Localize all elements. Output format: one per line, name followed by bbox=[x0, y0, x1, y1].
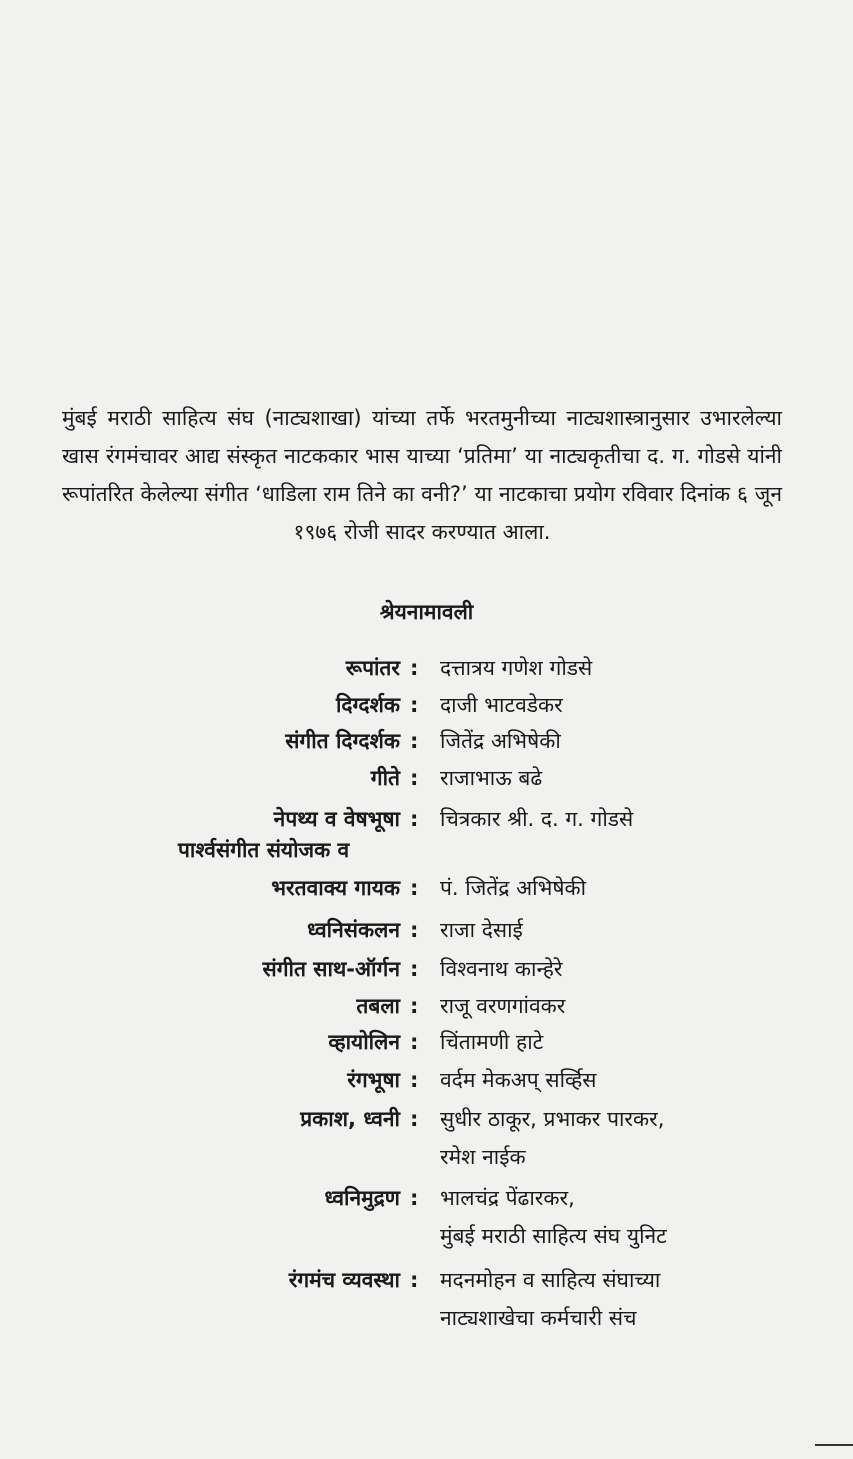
credit-separator: : bbox=[410, 1068, 419, 1092]
credit-role: दिग्दर्शक bbox=[335, 693, 400, 717]
credit-name: राजाभाऊ बढे bbox=[440, 766, 543, 790]
credit-separator: : bbox=[410, 957, 419, 981]
credit-role: भरतवाक्य गायक bbox=[271, 876, 400, 900]
credit-role: प्रकाश, ध्वनी bbox=[300, 1107, 400, 1131]
credit-separator: : bbox=[410, 656, 419, 680]
credit-separator: : bbox=[410, 693, 419, 717]
credit-name: भालचंद्र पेंढारकर, bbox=[440, 1186, 575, 1210]
page-edge-mark bbox=[815, 1444, 853, 1446]
credit-separator: : bbox=[410, 876, 419, 900]
credit-separator: : bbox=[410, 1268, 419, 1292]
credit-role-line: पार्श्वसंगीत संयोजक व bbox=[178, 838, 350, 862]
credit-name: जितेंद्र अभिषेकी bbox=[440, 729, 561, 753]
credit-separator: : bbox=[410, 1107, 419, 1131]
credit-role: रंगमंच व्यवस्था bbox=[288, 1268, 400, 1292]
credit-role: व्हायोलिन bbox=[328, 1030, 400, 1054]
credit-name: विश्वनाथ कान्हेरे bbox=[440, 957, 563, 981]
credit-name: पं. जितेंद्र अभिषेकी bbox=[440, 876, 587, 900]
credit-name: राजू वरणगांवकर bbox=[440, 994, 566, 1018]
credit-separator: : bbox=[410, 729, 419, 753]
credit-name: मदनमोहन व साहित्य संघाच्या bbox=[440, 1268, 661, 1292]
credit-role: नेपथ्य व वेषभूषा bbox=[273, 807, 400, 831]
credit-name: चित्रकार श्री. द. ग. गोडसे bbox=[440, 807, 634, 831]
intro-paragraph: मुंबई मराठी साहित्य संघ (नाट्यशाखा) यांच्या तर्फे भरतमुनीच्या नाट्यशास्त्रानुसार उभारलेल्या खास रंगमंचावर आद्य संस्कृत नाटककार भास याच्या ‘प्रतिमा’ या नाट्यकृतीचा द. ग. गोडसे यांनी रूपांतरित केलेल्या संगीत ‘धाडिला राम तिने का वनी?’ या नाटकाचा प्रयोग रविवार दिनांक ६ जून १९७६ रोजी सादर करण्यात आला. bbox=[62, 406, 782, 544]
credit-role: रंगभूषा bbox=[347, 1068, 400, 1092]
credit-role: तबला bbox=[356, 994, 400, 1018]
credit-role: ध्वनिसंकलन bbox=[307, 918, 400, 942]
credit-role: गीते bbox=[370, 766, 400, 790]
credit-role: संगीत दिग्दर्शक bbox=[285, 729, 400, 753]
credit-name: सुधीर ठाकूर, प्रभाकर पारकर, bbox=[440, 1107, 665, 1131]
credit-separator: : bbox=[410, 1186, 419, 1210]
credit-role: संगीत साथ-ऑर्गन bbox=[262, 957, 400, 981]
credit-name: नाट्यशाखेचा कर्मचारी संच bbox=[440, 1306, 637, 1330]
credit-name: दाजी भाटवडेकर bbox=[440, 693, 563, 717]
credit-separator: : bbox=[410, 994, 419, 1018]
credit-role: रूपांतर bbox=[345, 656, 400, 680]
credit-separator: : bbox=[410, 807, 419, 831]
credit-name: राजा देसाई bbox=[440, 918, 523, 942]
credit-name: मुंबई मराठी साहित्य संघ युनिट bbox=[440, 1224, 667, 1248]
credit-name: दत्तात्रय गणेश गोडसे bbox=[440, 656, 593, 680]
credits-heading: श्रेयनामावली bbox=[379, 600, 474, 624]
credit-role: ध्वनिमुद्रण bbox=[324, 1186, 400, 1210]
credit-separator: : bbox=[410, 766, 419, 790]
credit-separator: : bbox=[410, 1030, 419, 1054]
credit-name: वर्दम मेकअप् सर्व्हिस bbox=[440, 1068, 597, 1092]
credit-name: चिंतामणी हाटे bbox=[440, 1030, 544, 1054]
credit-name: रमेश नाईक bbox=[440, 1145, 526, 1169]
credit-separator: : bbox=[410, 918, 419, 942]
